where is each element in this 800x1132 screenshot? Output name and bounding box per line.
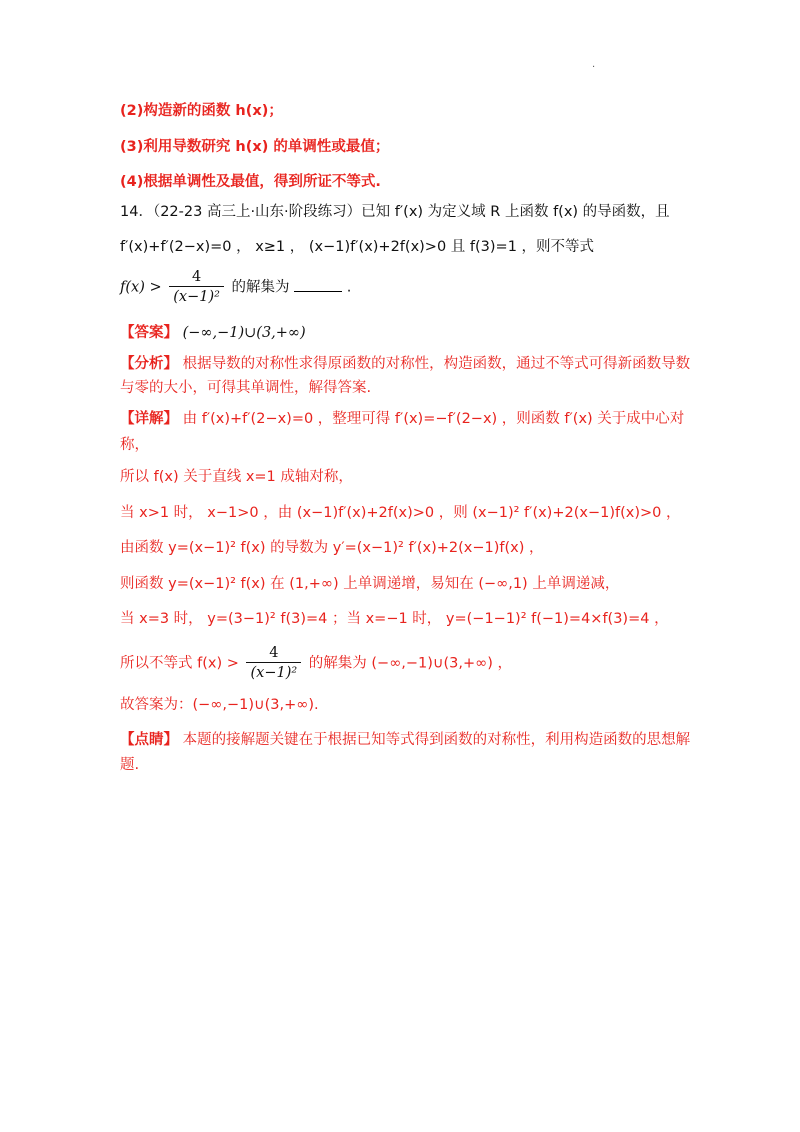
problem-period: . (346, 279, 352, 296)
problem-line-3 (120, 268, 351, 307)
comment-text-1: 本题的接解题关键在于根据已知等式得到函数的对称性，利用构造函数的思想解 (182, 732, 691, 748)
corner-mark: · (592, 62, 596, 73)
analysis-label: 【分析】 (120, 356, 178, 372)
step-3: (3)利用导数研究 h(x) 的单调性或最值； (120, 139, 390, 155)
fraction-denominator: (x−1)² (173, 289, 220, 305)
detail-line-7: 当 x=3 时， y=(3−1)² f(3)=4 ；当 x=−1 时， y=(−1−1)² f(−1)=4×f(3)=4 ， (120, 611, 669, 627)
detail-line-8 (120, 644, 512, 683)
detail-line-3: 所以 f(x) 关于直线 x=1 成轴对称， (120, 469, 353, 485)
answer-line (120, 322, 306, 344)
comment-line-2: 题. (120, 757, 140, 773)
answer-blank (294, 277, 342, 292)
problem-line-1: 14．（22-23 高三上·山东·阶段练习）已知 f′(x) 为定义域 R 上函数 f(x) 的导函数，且 (120, 204, 670, 220)
detail-line-9: 故答案为：(−∞,−1)∪(3,+∞). (120, 697, 319, 713)
detail-line-1 (120, 408, 684, 430)
detail-label: 【详解】 (120, 411, 178, 427)
answer-label: 【答案】 (120, 325, 178, 341)
detail-line-5: 由函数 y=(x−1)² f(x) 的导数为 y′=(x−1)² f′(x)+2(x−1)f(x) ， (120, 540, 544, 556)
detail-fraction-numerator: 4 (246, 644, 301, 663)
inequality-lhs: f(x) > (120, 279, 162, 296)
step-2: (2)构造新的函数 h(x)； (120, 103, 283, 119)
step-4: (4)根据单调性及最值，得到所证不等式. (120, 174, 381, 190)
detail-fraction (246, 644, 301, 683)
analysis-line-1 (120, 353, 690, 375)
fraction (169, 268, 224, 307)
solution-set-prompt: 的解集为 (231, 279, 290, 296)
detail-8-prefix: 所以不等式 f(x) > (120, 655, 239, 672)
detail-line-4: 当 x>1 时， x−1>0 ，由 (x−1)f′(x)+2f(x)>0 ，则 (x−1)² f′(x)+2(x−1)f(x)>0 ， (120, 505, 681, 521)
detail-8-suffix: 的解集为 (−∞,−1)∪(3,+∞) ， (308, 655, 513, 672)
analysis-line-2: 与零的大小，可得其单调性，解得答案. (120, 380, 372, 396)
detail-line-6: 则函数 y=(x−1)² f(x) 在 (1,+∞) 上单调递增，易知在 (−∞,1) 上单调递减， (120, 576, 620, 592)
problem-line-2: f′(x)+f′(2−x)=0 ， x≥1 ， (x−1)f′(x)+2f(x)>0 且 f(3)=1 ，则不等式 (120, 239, 595, 255)
answer-text: (−∞,−1)∪(3,+∞) (182, 325, 306, 341)
detail-fraction-denominator: (x−1)² (250, 665, 298, 681)
fraction-numerator: 4 (169, 268, 224, 287)
comment-line-1 (120, 729, 690, 751)
comment-label: 【点睛】 (120, 732, 178, 748)
detail-line-2: 称， (120, 437, 149, 453)
detail-text-1: 由 f′(x)+f′(2−x)=0 ，整理可得 f′(x)=−f′(2−x) ，则函数 f′(x) 关于成中心对 (182, 411, 685, 427)
analysis-text-1: 根据导数的对称性求得原函数的对称性，构造函数，通过不等式可得新函数导数 (182, 356, 691, 372)
